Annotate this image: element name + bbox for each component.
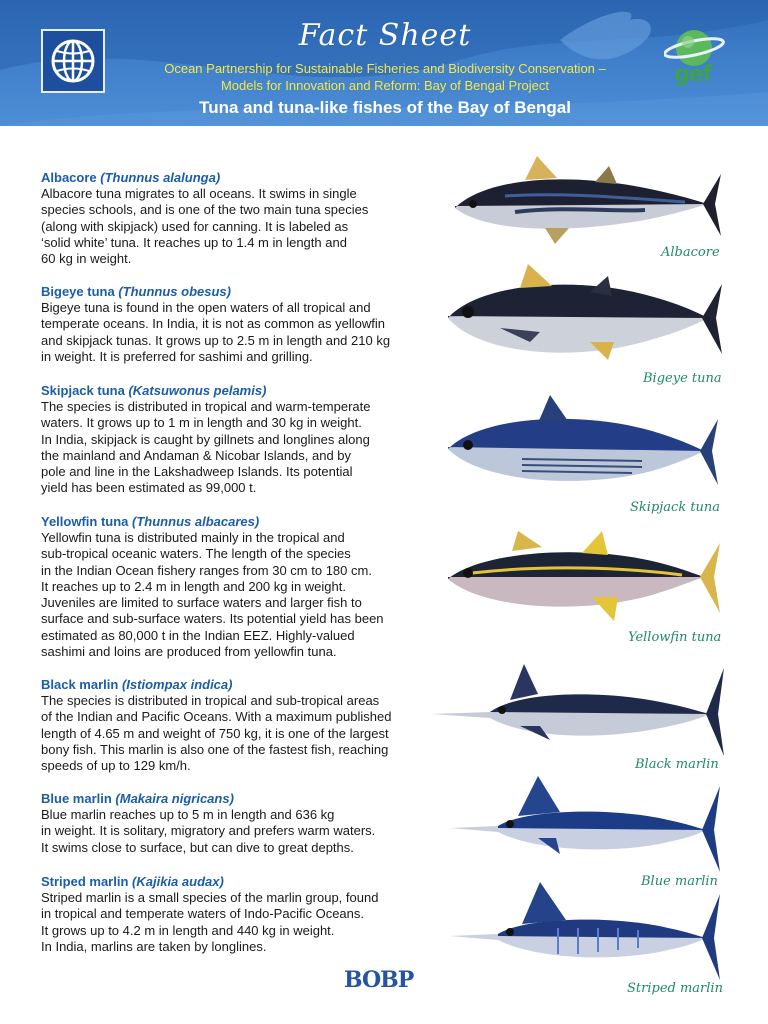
bigeye-tuna-illustration <box>440 262 725 377</box>
scientific-name: (Katsuwonus pelamis) <box>128 383 267 398</box>
header-banner <box>0 0 768 126</box>
fish-label-striped-marlin: Striped marlin <box>627 981 723 996</box>
fact-sheet-title: Fact Sheet <box>298 18 472 53</box>
common-name: Yellowfin tuna <box>41 514 129 529</box>
species-heading <box>41 677 431 693</box>
scientific-name: (Kajikia audax) <box>132 874 224 889</box>
species-section-striped-marlin <box>41 874 431 955</box>
blue-marlin-illustration <box>448 772 723 877</box>
species-description: The species is distributed in tropical and warm-temperate waters. It grows up to 1 m in length and 30 kg in weight. In India, skipjack is caught by gillnets and longlines along the mainland and Andaman & Nicobar Islands, and by pole and line in the Lakshadweep Islands. Its potential yield has been estimated as 99,000 t. <box>41 399 371 496</box>
fish-label-blue-marlin: Blue marlin <box>641 874 718 889</box>
species-heading <box>41 383 431 399</box>
scientific-name: (Thunnus albacares) <box>132 514 260 529</box>
skipjack-tuna-illustration <box>442 393 722 503</box>
species-heading <box>41 514 431 530</box>
common-name: Bigeye tuna <box>41 284 115 299</box>
common-name: Black marlin <box>41 677 119 692</box>
species-section-bigeye <box>41 284 431 365</box>
world-bank-globe-logo <box>41 29 105 93</box>
fish-label-black-marlin: Black marlin <box>635 757 719 772</box>
species-description: Blue marlin reaches up to 5 m in length and 636 kg in weight. It is solitary, migratory and prefers warm waters. It swims close to surface, but can dive to great depths. <box>41 807 376 855</box>
scientific-name: (Istiompax indica) <box>121 677 233 692</box>
striped-marlin-illustration <box>448 878 723 983</box>
species-section-blue-marlin <box>41 791 431 856</box>
black-marlin-illustration <box>430 660 725 760</box>
species-section-yellowfin <box>41 514 431 660</box>
gef-logo-text: gef <box>674 62 712 87</box>
document-title: Tuna and tuna-like fishes of the Bay of Bengal <box>199 98 571 117</box>
species-heading <box>41 284 431 300</box>
species-section-black-marlin <box>41 677 431 774</box>
scientific-name: (Thunnus alalunga) <box>100 170 221 185</box>
bobp-logo <box>344 967 418 995</box>
project-subtitle-line2: Models for Innovation and Reform: Bay of Bengal Project <box>220 78 550 93</box>
common-name: Striped marlin <box>41 874 129 889</box>
species-section-albacore <box>41 170 431 267</box>
project-subtitle-line1: Ocean Partnership for Sustainable Fisheries and Biodiversity Conservation – <box>164 61 606 76</box>
fish-label-albacore: Albacore <box>661 245 720 260</box>
fish-label-yellowfin-tuna: Yellowfin tuna <box>628 630 722 645</box>
species-description: Albacore tuna migrates to all oceans. It swims in single species schools, and is one of the two main tuna species (along with skipjack) used for canning. It is labeled as ‘solid white’ tuna. It reaches up to 1.4 m in length and 60 kg in weight. <box>41 186 369 267</box>
species-heading <box>41 170 431 186</box>
species-heading <box>41 874 431 890</box>
species-description: Bigeye tuna is found in the open waters of all tropical and temperate oceans. In India, it is not as common as yellowfin and skipjack tunas. It grows up to 2.5 m in length and 210 kg in weight. It is preferred for sashimi and grilling. <box>41 300 391 364</box>
species-description: Striped marlin is a small species of the marlin group, found in tropical and temperate waters of Indo-Pacific Oceans. It grows up to 4.2 m in length and 440 kg in weight. In India, marlins are taken by longlines. <box>41 890 379 954</box>
bobp-logo-text: BOBP <box>344 967 414 993</box>
species-description: The species is distributed in tropical and sub-tropical areas of the Indian and Pacific Oceans. With a maximum published length of 4.65 m and weight of 750 kg, it is one of the largest bony fish. This marlin is also one of the fastest fish, reaching speeds of up to 129 km/h. <box>41 693 392 774</box>
species-section-skipjack <box>41 383 431 497</box>
albacore-illustration <box>445 150 725 250</box>
scientific-name: (Thunnus obesus) <box>118 284 231 299</box>
fish-label-bigeye-tuna: Bigeye tuna <box>643 371 722 386</box>
scientific-name: (Makaira nigricans) <box>115 791 234 806</box>
common-name: Skipjack tuna <box>41 383 125 398</box>
common-name: Albacore <box>41 170 97 185</box>
species-description: Yellowfin tuna is distributed mainly in the tropical and sub-tropical oceanic waters. The length of the species in the Indian Ocean fishery ranges from 30 cm to 180 cm. It reaches up to 2.4 m in length and 200 kg in weight. Juveniles are limited to surface waters and larger fish to surface and sub-surface waters. Its potential yield has been estimated as 80,000 t in the Indian EEZ. Highly-valued sashimi and loins are produced from yellowfin tuna. <box>41 530 384 660</box>
species-heading <box>41 791 431 807</box>
fish-label-skipjack-tuna: Skipjack tuna <box>630 500 721 515</box>
common-name: Blue marlin <box>41 791 112 806</box>
yellowfin-tuna-illustration <box>442 525 722 635</box>
